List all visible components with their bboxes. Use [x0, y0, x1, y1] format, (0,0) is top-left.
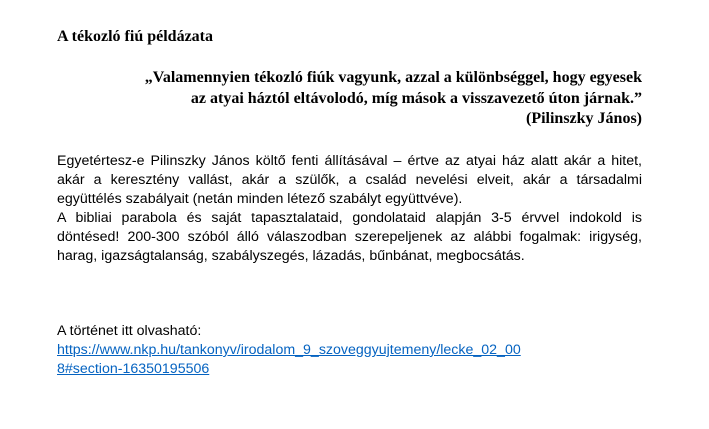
- source-link-line-1[interactable]: https://www.nkp.hu/tankonyv/irodalom_9_szoveggyujtemeny/lecke_02_00: [57, 342, 521, 358]
- document-title: A tékozló fiú példázata: [57, 28, 213, 45]
- epigraph-quote: [57, 68, 642, 130]
- quote-line-1: „Valamennyien tékozló fiúk vagyunk, azzal a különbséggel, hogy egyesek: [144, 69, 642, 86]
- quote-line-2: az atyai háztól eltávolodó, míg mások a visszavezető úton járnak.”: [190, 89, 642, 107]
- assignment-paragraph-1: Egyetértesz-e Pilinszky János költő fenti állításával – értve az atyai ház alatt akár a hitet, akár a keresztény vallást, akár a szülők, a család nevelési elveit, akár a társadalmi együttélés szabályait (netán minden létező szabályt együttvéve).: [57, 153, 642, 207]
- source-section: [57, 322, 647, 379]
- source-label: A történet itt olvasható:: [57, 323, 202, 339]
- assignment-paragraph-2: A bibliai parabola és saját tapasztalataid, gondolataid alapján 3-5 érvvel indokold is döntésed! 200-300 szóból álló válaszodban szerepeljenek az alábbi fogalmak: irigység, harag, igazságtalanság, szabályszegés, lázadás, bűnbánat, megbocsátás.: [57, 210, 642, 264]
- assignment-text: [57, 152, 642, 266]
- quote-author: (Pilinszky János): [525, 110, 642, 127]
- source-link-line-2[interactable]: 8#section-16350195506: [57, 361, 210, 377]
- source-link[interactable]: [57, 341, 647, 379]
